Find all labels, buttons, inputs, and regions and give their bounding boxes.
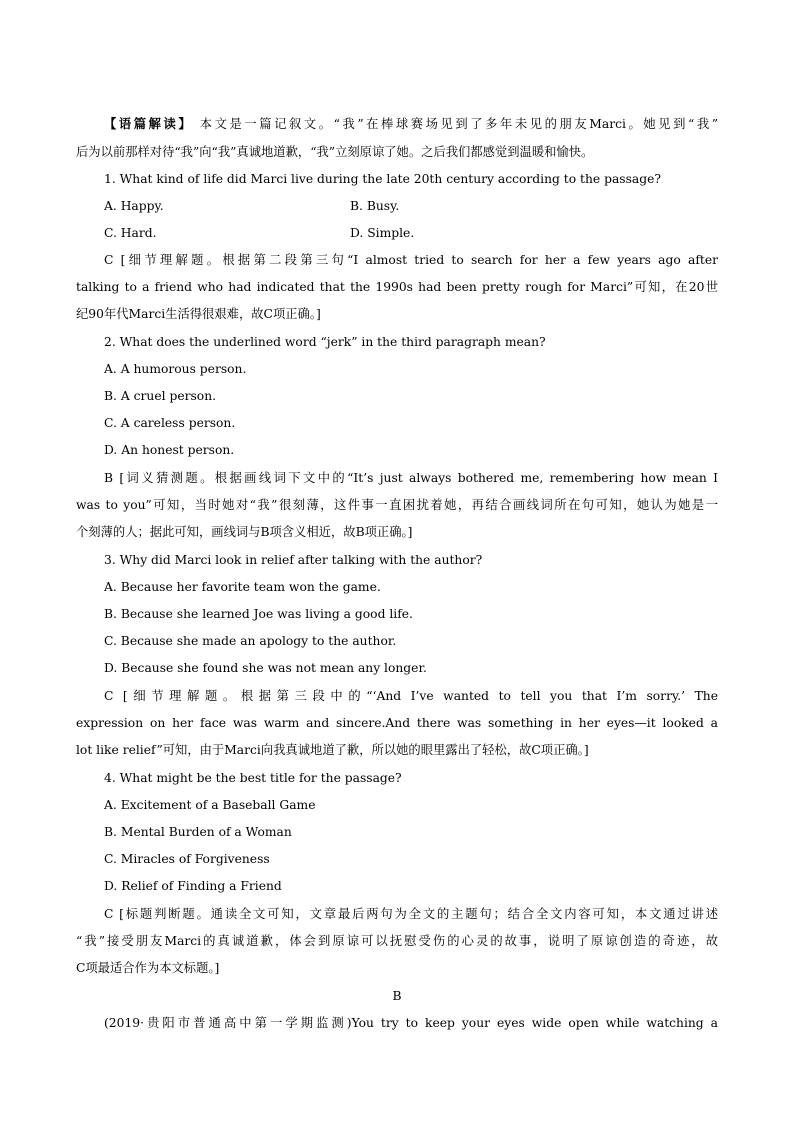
q3-answer-line-1: C [细节理解题。根据第三段中的“‘And I’ve wanted to tell you that I’m sorry.’ The: [104, 689, 718, 703]
section-label: B: [392, 989, 402, 1003]
q1-option-d: D. Simple.: [350, 226, 415, 240]
q2-answer-line-1: B [词义猜测题。根据画线词下文中的“It’s just always bothered me, remembering how mean I: [104, 471, 718, 485]
q1-answer-line-1: C [细节理解题。根据第二段第三句“I almost tried to search for her a few years ago after: [104, 253, 718, 267]
q3-option-c: C. Because she made an apology to the author.: [104, 634, 397, 648]
q4-option-a: A. Excitement of a Baseball Game: [104, 798, 316, 812]
q1-answer-line-2: talking to a friend who had indicated that the 1990s had been pretty rough for Marci”可知，在20世: [76, 280, 718, 294]
q3-option-a: A. Because her favorite team won the game.: [104, 580, 381, 594]
q3-option-d: D. Because she found she was not mean any longer.: [104, 661, 427, 675]
intro-line-2: 后为以前那样对待“我”向“我”真诚地道歉，“我”立刻原谅了她。之后我们都感觉到温暖和愉快。: [76, 145, 594, 159]
q1-stem: 1. What kind of life did Marci live during the late 20th century according to the passage?: [104, 172, 661, 186]
q1-options-cd: [104, 225, 664, 241]
q4-stem: 4. What might be the best title for the passage?: [104, 771, 402, 785]
q3-answer-line-3: lot like relief”可知，由于Marci向我真诚地道了歉，所以她的眼里露出了轻松，故C项正确。]: [76, 743, 589, 757]
q4-option-d: D. Relief of Finding a Friend: [104, 879, 282, 893]
q4-answer-line-1: C [标题判断题。通读全文可知，文章最后两句为全文的主题句；结合全文内容可知，本文通过讲述: [104, 907, 718, 921]
q4-option-c: C. Miracles of Forgiveness: [104, 852, 270, 866]
section-source-line: (2019·贵阳市普通高中第一学期监测)You try to keep your eyes wide open while watching a: [104, 1016, 718, 1030]
q2-option-b: B. A cruel person.: [104, 389, 217, 403]
q2-answer-line-2: was to you”可知，当时她对“我”很刻薄，这件事一直困扰着她，再结合画线词所在句可知，她认为她是一: [76, 498, 718, 512]
q2-option-a: A. A humorous person.: [104, 362, 247, 376]
q1-option-b: B. Busy.: [350, 199, 400, 213]
q1-option-a: A. Happy.: [104, 199, 164, 213]
q3-stem: 3. Why did Marci look in relief after talking with the author?: [104, 553, 483, 567]
q2-answer-line-3: 个刻薄的人；据此可知，画线词与B项含义相近，故B项正确。]: [76, 525, 413, 539]
intro-text-1: 本文是一篇记叙文。“我”在棒球赛场见到了多年未见的朋友Marci。她见到“我”: [193, 117, 718, 131]
q1-options-ab: [104, 198, 664, 214]
q1-option-c: C. Hard.: [104, 226, 157, 240]
q2-option-d: D. An honest person.: [104, 443, 235, 457]
intro-tag: 【语篇解读】: [104, 116, 194, 131]
q4-option-b: B. Mental Burden of a Woman: [104, 825, 292, 839]
q4-answer-line-2: “我”接受朋友Marci的真诚道歉，体会到原谅可以抚慰受伤的心灵的故事，说明了原谅创造的奇迹，故: [76, 934, 718, 948]
q2-stem: 2. What does the underlined word “jerk” in the third paragraph mean?: [104, 335, 546, 349]
intro-line-1: [104, 116, 718, 132]
q1-answer-line-3: 纪90年代Marci生活得很艰难，故C项正确。]: [76, 307, 321, 321]
q4-answer-line-3: C项最适合作为本文标题。]: [76, 961, 220, 975]
q3-option-b: B. Because she learned Joe was living a good life.: [104, 607, 413, 621]
q2-option-c: C. A careless person.: [104, 416, 236, 430]
q3-answer-line-2: expression on her face was warm and sincere.And there was something in her eyes—it looked a: [76, 716, 718, 730]
